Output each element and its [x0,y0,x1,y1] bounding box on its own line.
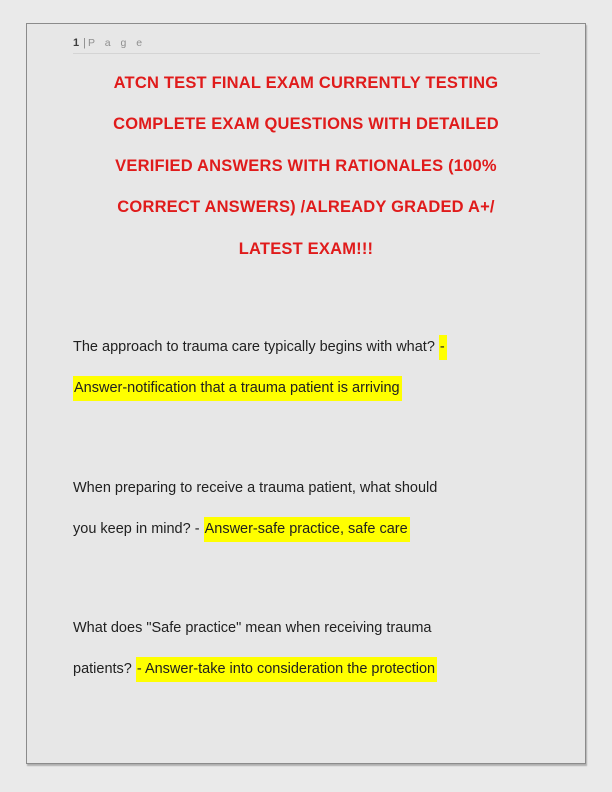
question-text: patients? [73,661,136,677]
qa-text-line [73,368,565,409]
highlighted-answer-text: - [439,335,447,360]
qa-text-line [73,509,565,550]
title-line: ATCN TEST FINAL EXAM CURRENTLY TESTING [113,74,499,92]
question-text: What does "Safe practice" mean when receiving trauma [73,620,432,636]
qa-block [73,608,565,690]
title-line: COMPLETE EXAM QUESTIONS WITH DETAILED [113,115,499,134]
highlighted-answer-text: Answer-notification that a trauma patient is arriving [73,376,402,401]
qa-text-line [73,649,565,690]
title-line: LATEST EXAM!!! [238,239,374,258]
qa-text-line [73,327,565,368]
page-header [73,36,146,51]
title-line: CORRECT ANSWERS) /ALREADY GRADED A+/ [117,198,495,217]
qa-block [73,468,565,550]
highlighted-answer-text: - Answer-take into consideration the protection [136,657,437,682]
qa-text-line [73,608,565,649]
question-text: The approach to trauma care typically begins with what? [73,339,439,355]
document-page [26,23,586,764]
question-text: When preparing to receive a trauma patient, what should [73,480,438,496]
qa-text-line [73,468,565,509]
qa-block [73,327,565,409]
page-header-separator: | [83,37,86,49]
page-number: 1 [73,37,81,49]
question-text: you keep in mind? - [73,521,204,537]
header-rule [73,53,540,54]
highlighted-answer-text: Answer-safe practice, safe care [204,517,410,542]
title-line: VERIFIED ANSWERS WITH RATIONALES (100% [115,156,497,175]
page-header-label: P a g e [87,37,146,49]
document-title [73,63,539,270]
